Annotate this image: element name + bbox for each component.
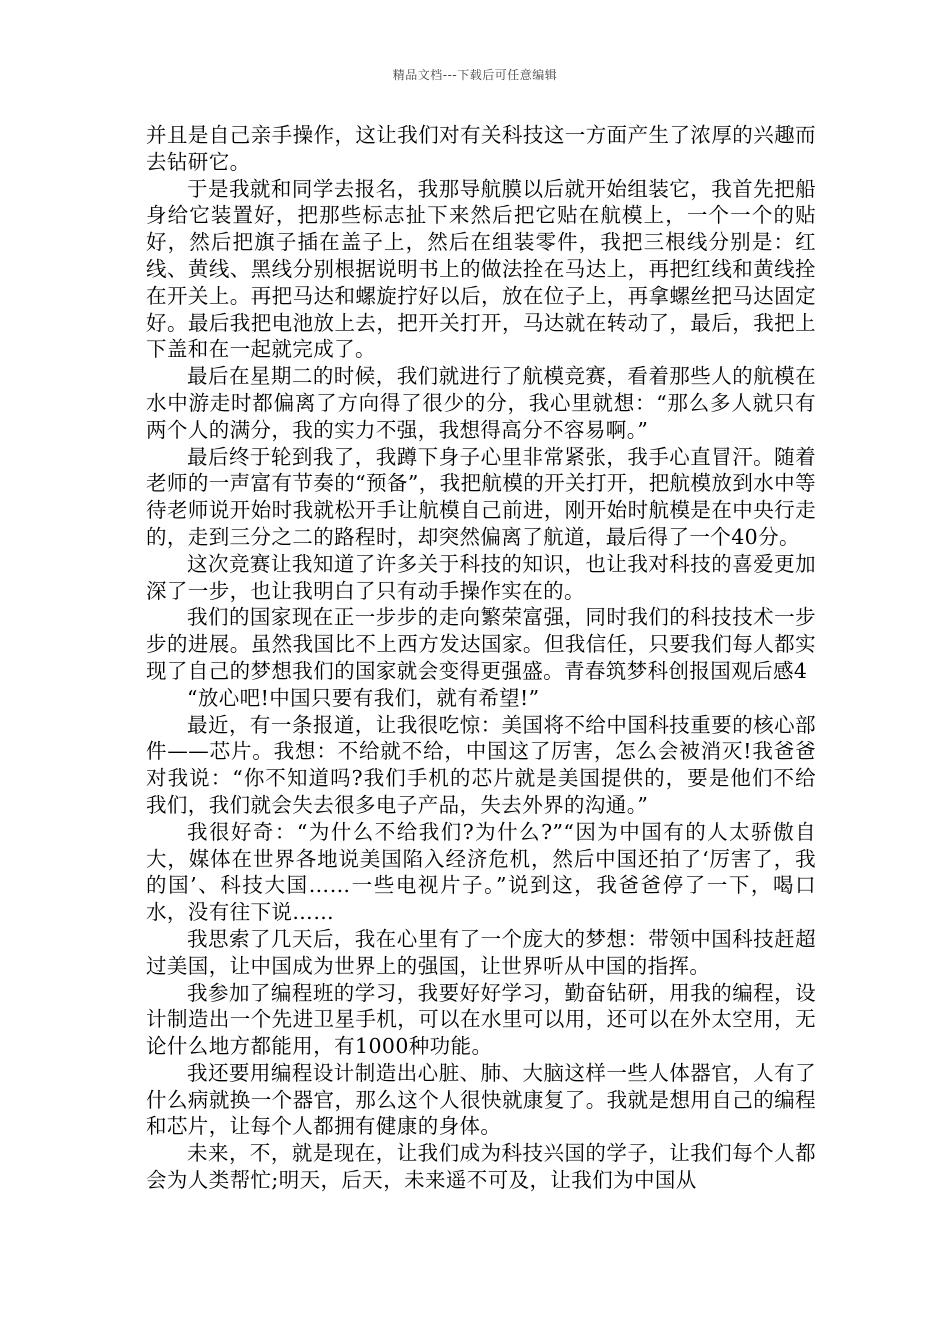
paragraph: 我参加了编程班的学习，我要好好学习，勤奋钻研，用我的编程，设计制造出一个先进卫星手机，可以在水里可以用，还可以在外太空用，无论什么地方都能用，有1000种功能。 [146,980,816,1059]
paragraph: 我很好奇：“为什么不给我们?为什么?”“因为中国有的人太骄傲自大，媒体在世界各地说美国陷入经济危机，然后中国还拍了‘厉害了，我的国’、科技大国……一些电视片子。”说到这，我爸爸停了一下，喝口水，没有往下说…… [146,819,816,925]
paragraph: 于是我就和同学去报名，我那导航膜以后就开始组装它，我首先把船身给它装置好，把那些标志扯下来然后把它贴在航模上，一个一个的贴好，然后把旗子插在盖子上，然后在组装零件，我把三根线分别是：红线、黄线、黑线分别根据说明书上的做法拴在马达上，再把红线和黄线拴在开关上。再把马达和螺旋拧好以后，放在位子上，再拿螺丝把马达固定好。最后我把电池放上去，把开关打开，马达就在转动了，最后，我把上下盖和在一起就完成了。 [146,176,816,362]
paragraph: 这次竞赛让我知道了许多关于科技的知识，也让我对科技的喜爱更加深了一步，也让我明白了只有动手操作实在的。 [146,551,816,603]
paragraph: 最后在星期二的时候，我们就进行了航模竞赛，看着那些人的航模在水中游走时都偏离了方向得了很少的分，我心里就想：“那么多人就只有两个人的满分，我的实力不强，我想得高分不容易啊。” [146,364,816,442]
paragraph: 我还要用编程设计制造出心脏、肺、大脑这样一些人体器官，人有了什么病就换一个器官，那么这个人很快就康复了。我就是想用自己的编程和芯片，让每个人都拥有健康的身体。 [146,1060,816,1139]
paragraph: 我思索了几天后，我在心里有了一个庞大的梦想：带领中国科技赶超过美国，让中国成为世界上的强国，让世界听从中国的指挥。 [146,926,816,978]
page-header: 精品文档---下载后可任意编辑 [392,68,558,82]
paragraph: 未来，不，就是现在，让我们成为科技兴国的学子，让我们每个人都会为人类帮忙;明天，后天，未来遥不可及，让我们为中国从 [146,1141,816,1193]
paragraph: “放心吧!中国只要有我们，就有希望!” [187,685,540,710]
paragraph: 最后终于轮到我了，我蹲下身子心里非常紧张，我手心直冒汗。随着老师的一声富有节奏的“预备”，我把航模的开关打开，把航模放到水中等待老师说开始时我就松开手让航模自己前进，刚开始时航模是在中央行走的，走到三分之二的路程时，却突然偏离了航道，最后得了一个40分。 [146,444,816,549]
document-body [146,122,816,1194]
paragraph: 并且是自己亲手操作，这让我们对有关科技这一方面产生了浓厚的兴趣而去钻研它。 [146,123,816,174]
paragraph: 我们的国家现在正一步步的走向繁荣富强，同时我们的科技技术一步步的进展。虽然我国比不上西方发达国家。但我信任，只要我们每人都实现了自己的梦想我们的国家就会变得更强盛。青春筑梦科创报国观后感4 [146,605,816,683]
paragraph: 最近，有一条报道，让我很吃惊：美国将不给中国科技重要的核心部件——芯片。我想：不给就不给，中国这了厉害，怎么会被消灭!我爸爸对我说：“你不知道吗?我们手机的芯片就是美国提供的，要是他们不给我们，我们就会失去很多电子产品，失去外界的沟通。” [146,712,816,817]
